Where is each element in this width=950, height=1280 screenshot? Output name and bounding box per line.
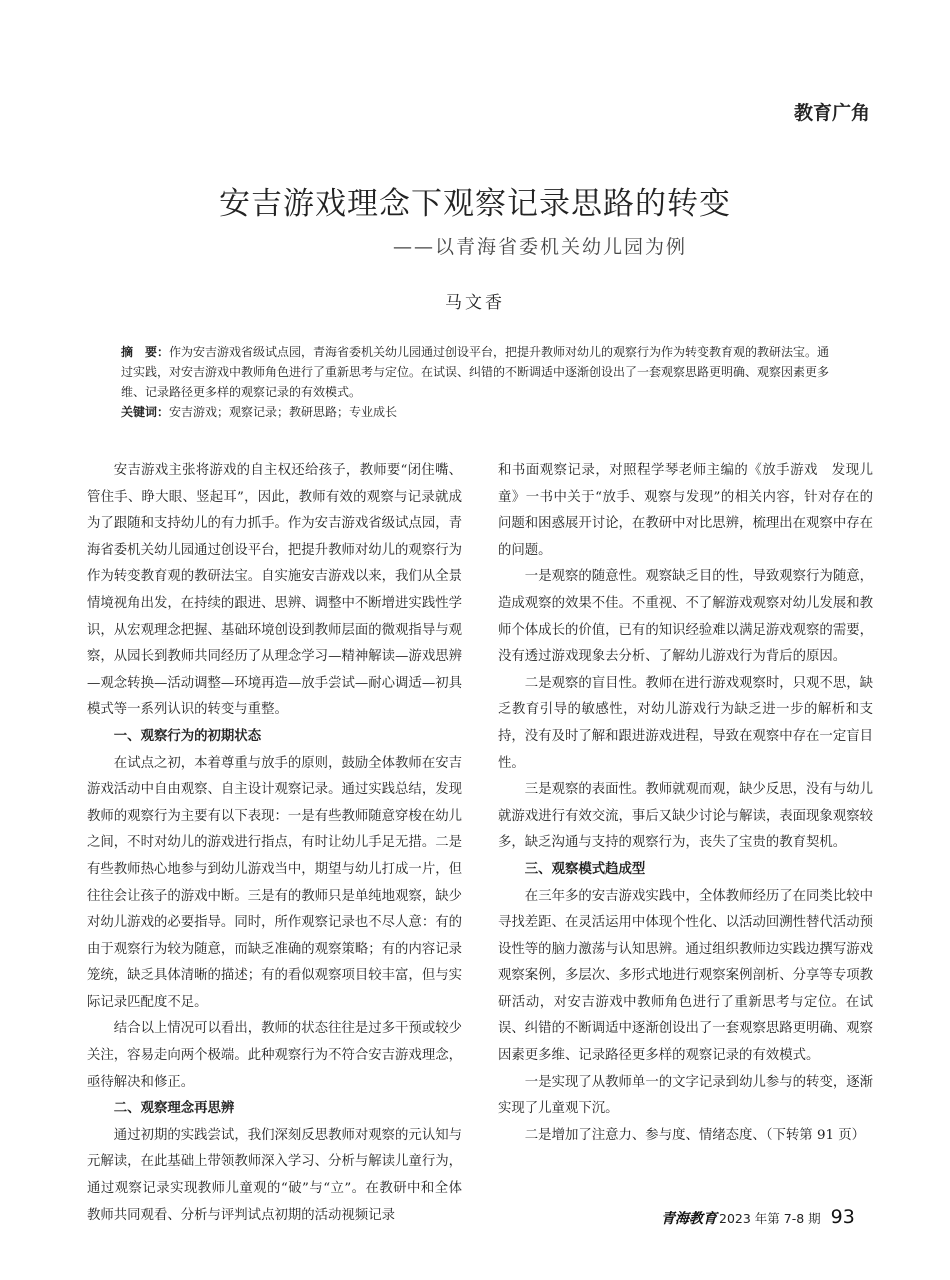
paragraph: 二是增加了注意力、参与度、情绪态度、（下转第 91 页）: [524, 1127, 866, 1143]
paragraph: 在三年多的安吉游戏实践中，全体教师经历了在同类比较中寻找差距、在灵活运用中体现个性化、以活动回溯性替代活动预设性等的脑力激荡与认知思辨。通过组织教师边实践边撰写游戏观察案例，多层次、多形式地进行观察案例剖析、分享等专项教研活动，对安吉游戏中教师角色进行了重新思考与定位。在试误、纠错的不断调适中逐渐创设出了一套观察思路更明确、观察因素更多维、记录路径更多样的观察记录的有效模式。: [498, 888, 873, 1064]
section-heading-2: 二、观察理念再思辨: [113, 1101, 235, 1117]
keywords: [121, 402, 841, 422]
abstract: [121, 342, 841, 402]
left-column: [87, 458, 462, 1229]
paragraph: 通过初期的实践尝试，我们深刻反思教师对观察的元认知与元解读，在此基础上带领教师深入学习、分析与解读儿童行为，通过观察记录实现教师儿童观的“破”与“立”。在教研中和全体教师共同观看、分析与评判试点初期的活动视频记录: [87, 1127, 462, 1223]
keywords-text: 安吉游戏；观察记录；教研思路；专业成长: [169, 405, 398, 419]
paragraph: 二是观察的盲目性。教师在进行游戏观察时，只观不思，缺乏教育引导的敏感性，对幼儿游戏行为缺乏进一步的解析和支持，没有及时了解和跟进游戏进程，导致在观察中存在一定盲目性。: [498, 675, 873, 771]
paragraph: 在试点之初，本着尊重与放手的原则，鼓励全体教师在安吉游戏活动中自由观察、自主设计观察记录。通过实践总结，发现教师的观察行为主要有以下表现：一是有些教师随意穿梭在幼儿之间，不时对幼儿的游戏进行指点，有时让幼儿手足无措。二是有些教师热心地参与到幼儿游戏当中，期望与幼儿打成一片，但往往会让孩子的游戏中断。三是有的教师只是单纯地观察，缺少对幼儿游戏的必要指导。同时，所作观察记录也不尽人意：有的由于观察行为较为随意，而缺乏准确的观察策略；有的内容记录笼统，缺乏具体清晰的描述；有的看似观察项目较丰富，但与实际记录匹配度不足。: [87, 755, 462, 1010]
paragraph: 安吉游戏主张将游戏的自主权还给孩子，教师要“闭住嘴、管住手、睁大眼、竖起耳”，因此，教师有效的观察与记录就成为了跟随和支持幼儿的有力抓手。作为安吉游戏省级试点园，青海省委机关幼儿园通过创设平台，把提升教师对幼儿的观察行为作为转变教育观的教研法宝。自实施安吉游戏以来，我们从全景情境视角出发，在持续的跟进、思辨、调整中不断增进实践性学识，从宏观理念把握、基础环境创设到教师层面的微观指导与观察，从园长到教师共同经历了从理念学习—精神解读—游戏思辨—观念转换—活动调整—环境再造—放手尝试—耐心调适—初具模式等一系列认识的转变与重整。: [87, 463, 462, 718]
journal-logo: 青海教育: [661, 1211, 717, 1227]
article-author: 马文香: [445, 293, 505, 313]
abstract-label: 摘 要：: [121, 345, 170, 359]
abstract-text: 作为安吉游戏省级试点园，青海省委机关幼儿园通过创设平台，把提升教师对幼儿的观察行为作为转变教育观的教研法宝。通过实践，对安吉游戏中教师角色进行了重新思考与定位。在试误、纠错的不断调适中逐渐创设出了一套观察思路更明确、观察因素更多维、记录路径更多样的观察记录的有效模式。: [121, 345, 830, 399]
paragraph: 三是观察的表面性。教师就观而观，缺少反思，没有与幼儿就游戏进行有效交流，事后又缺少讨论与解读，表面现象观察较多，缺乏沟通与支持的观察行为，丧失了宝贵的教育契机。: [498, 782, 873, 851]
paragraph: 一是实现了从教师单一的文字记录到幼儿参与的转变，逐渐实现了儿童观下沉。: [498, 1074, 873, 1117]
article-title: 安吉游戏理念下观察记录思路的转变: [219, 186, 731, 222]
paragraph-continued: 和书面观察记录，对照程学琴老师主编的《放手游戏 发现儿童》一书中关于“放手、观察与发现”的相关内容，针对存在的问题和困惑展开讨论，在教研中对比思辨，梳理出在观察中存在的问题。: [498, 463, 873, 558]
paragraph: 一是观察的随意性。观察缺乏目的性，导致观察行为随意，造成观察的效果不佳。不重视、不了解游戏观察对幼儿发展和教师个体成长的价值，已有的知识经验难以满足游戏观察的需要，没有透过游戏现象去分析、了解幼儿游戏行为背后的原因。: [498, 569, 873, 665]
article-subtitle: ——以青海省委机关幼儿园为例: [392, 236, 687, 258]
page-footer: [661, 1206, 861, 1230]
section-heading-1: 一、观察行为的初期状态: [113, 728, 262, 744]
page-number: 93: [830, 1206, 855, 1228]
section-tag: 教育广角: [793, 102, 870, 124]
right-column: [498, 458, 873, 1149]
keywords-label: 关键词：: [121, 405, 170, 419]
paragraph: 结合以上情况可以看出，教师的状态往往是过多干预或较少关注，容易走向两个极端。此种观察行为不符合安吉游戏理念，亟待解决和修正。: [87, 1021, 462, 1090]
section-heading-3: 三、观察模式趋成型: [524, 861, 646, 877]
issue-label: 2023 年第 7-8 期: [719, 1211, 821, 1226]
abstract-block: [121, 342, 841, 422]
